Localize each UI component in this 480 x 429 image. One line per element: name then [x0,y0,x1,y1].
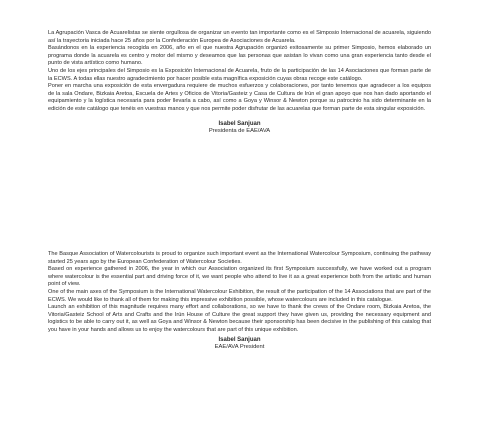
spanish-paragraph-2: Basándonos en la experiencia recogida en 2006, año en el que nuestra Agrupación organizó exitosamente su primer Simposio, hemos elaborado un programa donde la acuarela es centro y motor del mismo y deseamos que las personas que asistan lo vivan como una gran experiencia tanto desde el punto de vista artístico como humano. [48,45,431,67]
english-paragraph-2: Based on experience gathered in 2006, the year in which our Association organized its first Symposium successfully, we have worked out a program where watercolour is the essential part and driving force of it, we want people who attend to live it as a great experience both from the artistic and human point of view. [48,266,431,288]
english-paragraph-4: Launch an exhibition of this magnitude requires many effort and collaborations, so we have to thank the crews of the Ondare room, Bizkaia Aretoa, the Vitoria/Gasteiz School of Arts and Crafts and the Irún House of Culture the great support they have given us, providing the necessary equipment and logistics to be able to carry out it, as well as Goya and Winsor & Newton because their sponsorship has been decisive in the publishing of this catalog that you have in your hands and allows us to enjoy the watercolours that are part of this unique exhibition. [48,304,431,333]
spanish-paragraph-3: Uno de los ejes principales del Simposio es la Exposición Internacional de Acuarela, fruto de la participación de las 14 Asociaciones que forman parte de la ECWS. A todas ellas nuestro agradecimiento por hacer posible esta magnífica exposición cuyas obras recoge este catálogo. [48,67,431,82]
spanish-paragraph-1: La Agrupación Vasca de Acuarelistas se siente orgullosa de organizar un evento tan importante como es el Simposio Internacional de acuarela, siguiendo así la trayectoria iniciada hace 25 años por la Confederación Europea de Asociaciones de Acuarela. [48,30,431,44]
document-page [48,0,431,429]
spanish-paragraph-4: Poner en marcha una exposición de esta envergadura requiere de muchos esfuerzos y colaboraciones, por tanto tenemos que agradecer a los equipos de la sala Ondare, Bizkaia Aretoa, Escuela de Artes y Oficios de Vitoria/Gasteiz y Casa de Cultura de Irún el gran apoyo que nos han dado aportando el equipamiento y la logística necesaria para poder llevarla a cabo, así como a Goya y Winsor & Newton porque su patrocinio ha sido determinante en la edición de este catálogo que tenéis en vuestras manos y que nos permite poder disfrutar de las acuarelas que forman parte de esta singular exposición. [48,83,431,112]
spanish-signature-name: Isabel Sanjuan [218,120,261,127]
spanish-letter [48,30,431,135]
english-signature-name: Isabel Sanjuan [218,336,261,343]
english-signature-role: EAE/AVA President [214,343,265,350]
spanish-signature-role: Presidenta de EAE/AVA [208,127,271,134]
english-letter [48,251,431,351]
english-paragraph-3: One of the main axes of the Symposium is the International Watercolour Exhibition, the result of the participation of the 14 Associations that are part of the ECWS. We would like to thank all of them for making this impressive exhibition possible, whose watercolours are included in this catalogue. [48,288,431,303]
english-paragraph-1: The Basque Association of Watercolourists is proud to organize such important event as the International Watercolour Symposium, continuing the pathway started 25 years ago by the European Confederation of Watercolour Societies. [48,251,431,265]
